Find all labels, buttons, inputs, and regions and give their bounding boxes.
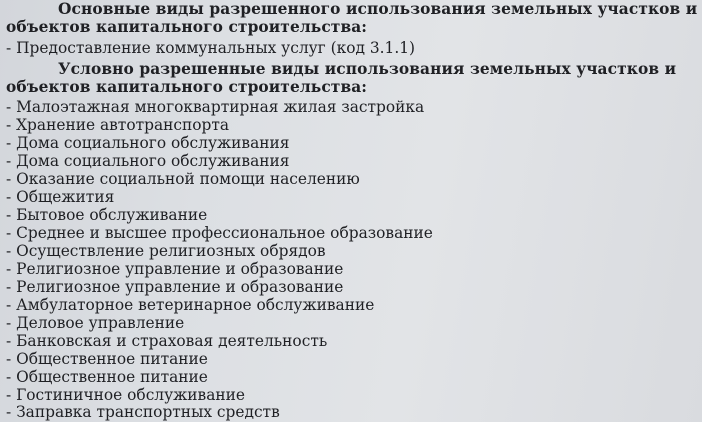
conditional-use-item: - Гостиничное обслуживание (6, 386, 246, 404)
conditional-uses-heading-text: Условно разрешенные виды использования земельных участков и объектов капитального строительства: (6, 60, 677, 96)
conditional-use-item: - Заправка транспортных средств (6, 403, 280, 421)
conditional-use-item: - Хранение автотранспорта (6, 116, 230, 134)
conditional-use-item: - Осуществление религиозных обрядов (6, 242, 326, 260)
conditional-use-item: - Амбулаторное ветеринарное обслуживание (6, 296, 375, 314)
conditional-use-item: - Общественное питание (6, 350, 208, 368)
conditional-use-item: - Банковская и страховая деятельность (6, 332, 328, 350)
conditional-use-item: - Бытовое обслуживание (6, 206, 208, 224)
conditional-use-item: - Религиозное управление и образование (6, 260, 344, 278)
permitted-uses-heading (6, 1, 702, 36)
conditional-use-item: - Религиозное управление и образование (6, 278, 344, 296)
conditional-use-item: - Общежития (6, 188, 115, 206)
conditional-use-item: - Общественное питание (6, 368, 208, 386)
conditional-use-item: - Деловое управление (6, 314, 185, 332)
conditional-use-item: - Дома социального обслуживания (6, 152, 290, 170)
conditional-use-item: - Оказание социальной помощи населению (6, 170, 360, 188)
permitted-use-item: - Предоставление коммунальных услуг (код 3.1.1) (6, 39, 416, 57)
conditional-use-item: - Дома социального обслуживания (6, 134, 290, 152)
conditional-uses-heading (6, 61, 696, 96)
conditional-use-item: - Малоэтажная многоквартирная жилая застройка (6, 98, 425, 116)
permitted-uses-heading-text: Основные виды разрешенного использования земельных участков и объектов капитального строительства: (6, 0, 698, 36)
conditional-use-item: - Среднее и высшее профессиональное образование (6, 224, 433, 242)
